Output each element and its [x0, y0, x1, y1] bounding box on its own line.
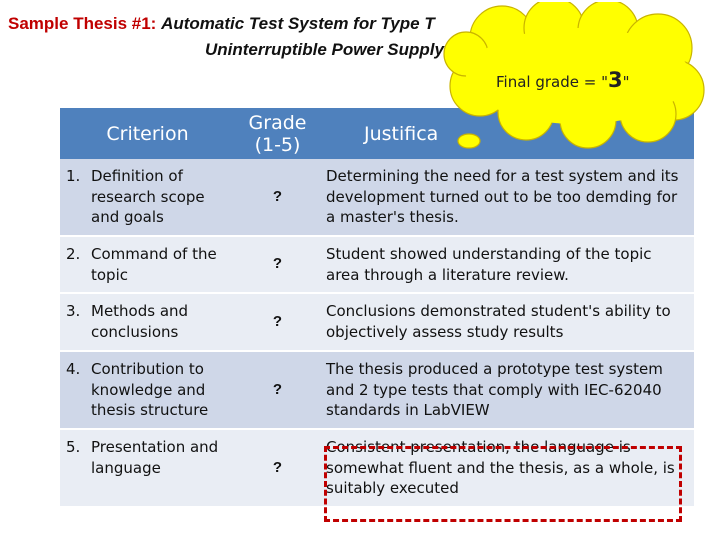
criterion-number: 2. [66, 245, 81, 264]
criterion-text: Contribution to knowledge and thesis structure [91, 359, 209, 420]
title-label: Sample Thesis #1: [8, 14, 157, 33]
grade-cell: ? [235, 236, 320, 293]
justification-cell: Student showed understanding of the topic area through a literature review. [320, 236, 694, 293]
thesis-title-line2: Uninterruptible Power Supply [205, 40, 444, 59]
table-row [60, 293, 694, 350]
header-justification: Justifica [320, 108, 694, 159]
criterion-text: Presentation and language [91, 437, 219, 477]
grade-cell: ? [235, 293, 320, 350]
criterion-cell [60, 351, 235, 429]
criterion-cell [60, 236, 235, 293]
final-grade-callout [438, 2, 712, 154]
criterion-cell [60, 159, 235, 236]
thesis-title-line1: Automatic Test System for Type T [161, 14, 435, 33]
slide-title [8, 14, 435, 34]
highlight-box [324, 446, 682, 522]
criterion-number: 3. [66, 302, 81, 321]
criterion-number: 1. [66, 167, 81, 185]
header-criterion: Criterion [60, 108, 235, 159]
criterion-cell [60, 429, 235, 507]
grade-cell: ? [235, 429, 320, 507]
header-grade: Grade (1-5) [235, 108, 320, 159]
criterion-text: Methods and conclusions [91, 302, 189, 342]
final-grade-text: Final grade = "3" [496, 68, 630, 92]
justification-cell: Consistent presentation, the language is somewhat fluent and the thesis, as a whole, is suitably executed [320, 429, 694, 507]
table-row [60, 159, 694, 236]
criterion-cell [60, 293, 235, 350]
justification-cell: Determining the need for a test system and its development turned out to be too demding for a master's thesis. [320, 159, 694, 236]
justification-cell: Conclusions demonstrated student's ability to objectively assess study results [320, 293, 694, 350]
table-row [60, 351, 694, 429]
grade-cell: ? [235, 159, 320, 236]
criterion-number: 4. [66, 359, 81, 378]
criterion-number: 5. [66, 437, 81, 456]
grade-cell: ? [235, 351, 320, 429]
criterion-text: Command of the topic [91, 245, 217, 284]
final-grade-value: 3 [607, 68, 623, 92]
criterion-text: Definition of research scope and goals [91, 167, 205, 227]
table-row [60, 236, 694, 293]
justification-cell: The thesis produced a prototype test system and 2 type tests that comply with IEC-62040 standards in LabVIEW [320, 351, 694, 429]
